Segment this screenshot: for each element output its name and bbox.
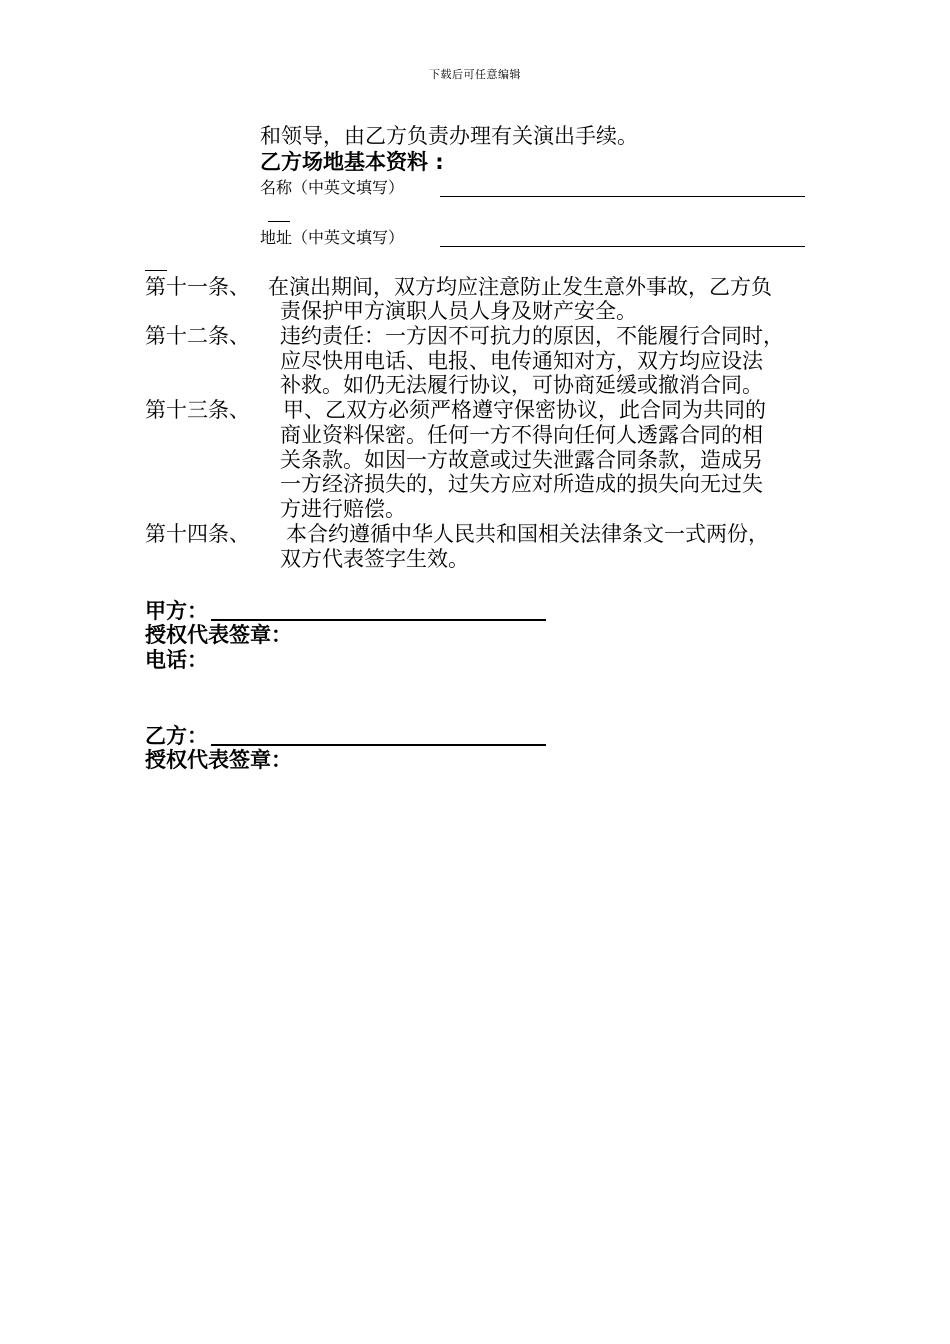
article-12-number: 第十二条、 <box>145 324 250 348</box>
article-12-line: 违约责任：一方因不可抗力的原因，不能履行合同时， <box>280 324 784 348</box>
venue-address-label: 地址（中英文填写） <box>260 228 405 247</box>
article-12-line: 补救。如仍无法履行协议，可协商延缓或撤消合同。 <box>280 373 763 397</box>
article-14-number: 第十四条、 <box>145 522 250 546</box>
article-12-line: 应尽快用电话、电报、电传通知对方，双方均应设法 <box>280 349 763 373</box>
venue-name-label: 名称（中英文填写） <box>260 178 405 197</box>
article-11-number: 第十一条、 <box>145 275 250 299</box>
article-13-number: 第十三条、 <box>145 398 250 422</box>
intro-text: 和领导，由乙方负责办理有关演出手续。 <box>260 124 638 148</box>
article-13-line: 商业资料保密。任何一方不得向任何人透露合同的相 <box>280 423 763 447</box>
party-b-signature-line <box>211 744 546 746</box>
venue-address-blank-wrap <box>145 270 167 271</box>
article-13-line: 方进行赔偿。 <box>280 497 406 521</box>
party-b-representative-label: 授权代表签章： <box>145 748 292 772</box>
article-11-line: 责保护甲方演职人员人身及财产安全。 <box>280 299 637 323</box>
page-header: 下载后可任意编辑 <box>429 68 521 81</box>
party-a-representative-label: 授权代表签章： <box>145 623 292 647</box>
article-13-line: 一方经济损失的，过失方应对所造成的损失向无过失 <box>280 472 763 496</box>
venue-heading: 乙方场地基本资料 : <box>260 150 444 174</box>
party-a-phone-label: 电话： <box>145 648 208 672</box>
venue-name-blank-wrap <box>268 221 290 222</box>
party-b-label: 乙方： <box>145 724 208 748</box>
article-14-line: 双方代表签字生效。 <box>280 547 469 571</box>
party-a-label: 甲方： <box>145 599 208 623</box>
party-a-signature-line <box>211 619 546 621</box>
article-11-line: 在演出期间，双方均应注意防止发生意外事故，乙方负 <box>268 275 772 299</box>
article-13-line: 关条款。如因一方故意或过失泄露合同条款，造成另 <box>280 448 763 472</box>
venue-address-blank <box>440 246 805 247</box>
venue-name-blank <box>440 196 805 197</box>
article-14-line: 本合约遵循中华人民共和国相关法律条文一式两份， <box>286 522 769 546</box>
article-13-line: 甲、乙双方必须严格遵守保密协议，此合同为共同的 <box>283 398 766 422</box>
